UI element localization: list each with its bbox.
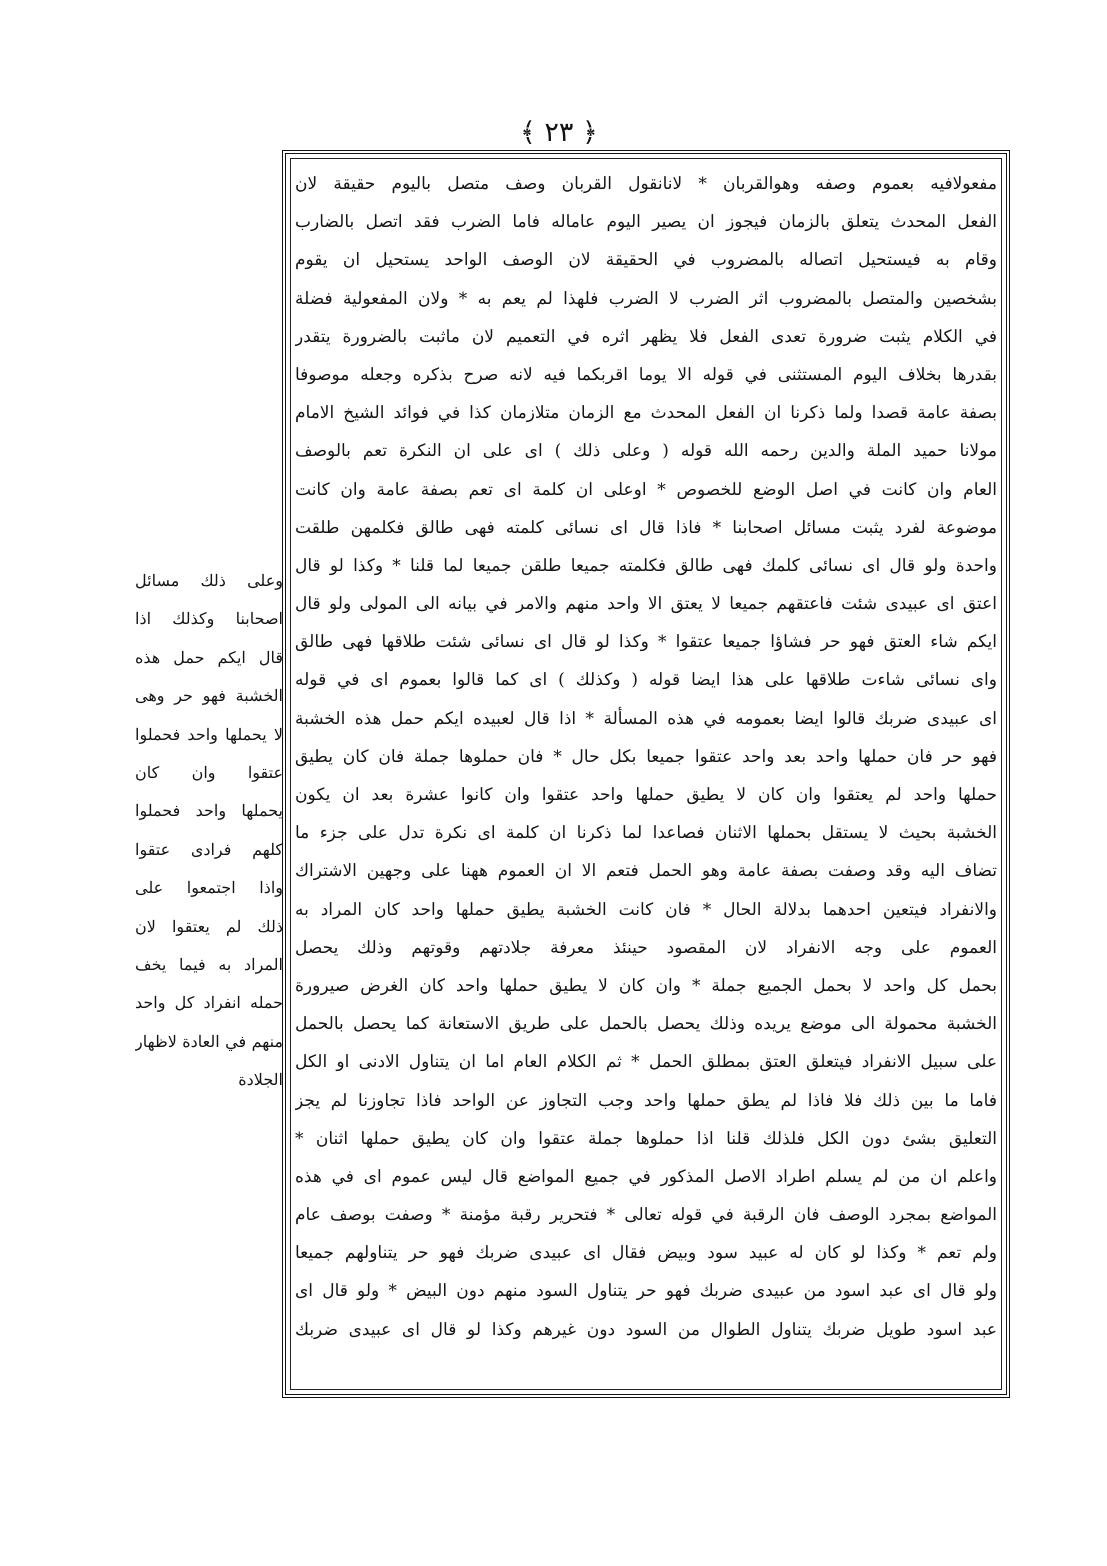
margin-note-line: اصحابنا وكذلك اذا (135, 609, 283, 629)
main-text-line: تضاف اليه وقد وصفت بصفة عامة وهو الحمل فتعم الا ان العموم ههنا على وجهين الاشتراك (295, 861, 997, 882)
main-text-line: موضوعة لفرد يثبت مسائل اصحابنا * فاذا قال اى نسائى كلمته فهى طالق فكلمهن طلقت (295, 517, 997, 538)
main-text-line: عبد اسود طويل ضربك يتناول الطوال من السود دون غيرهم وكذا لو قال اى عبيدى ضربك (295, 1319, 997, 1340)
margin-note-line: الخشبة فهو حر وهى (135, 686, 283, 706)
main-text-line: المواضع بمجرد الوصف فان الرقبة في قوله تعالى * فتحرير رقبة مؤمنة * وصفت بوصف عام (295, 1205, 997, 1226)
main-text-line: بقدرها بخلاف اليوم المستثنى في قوله الا يوما اقربكما فيه لانه صرح بذكره وجعله موصوفا (295, 364, 997, 385)
main-text-line: والانفراد فيتعين احدهما بدلالة الحال * فان كانت الخشبة يطيق حملها واحد كان المراد به (295, 899, 997, 920)
margin-note-line: لا يحملها واحد فحملوا (135, 724, 283, 744)
margin-note-line: عتقوا وان كان (135, 762, 283, 782)
main-text-line: العام وان كانت في اصل الوضع للخصوص * اوعلى ان كلمة اى تعم بصفة عامة وان كانت (295, 479, 997, 500)
main-text-line: الخشبة بحيث لا يستقل بحملها الاثنان فصاعدا لما ذكرنا ان كلمة اى نكرة تدل على جزء ما (295, 823, 997, 844)
main-text-line: بصفة عامة قصدا ولما ذكرنا ان الفعل المحدث مع الزمان متلازمان كذا في فوائد الشيخ الامام (295, 403, 997, 424)
main-text-line: ولو قال اى عبد اسود من عبيدى ضربك فهو حر يتناول السود منهم دون البيض * ولو قال اى (295, 1281, 997, 1302)
margin-note-line: الجلادة (238, 1070, 283, 1090)
margin-note-line: المراد به فيما يخف (135, 954, 283, 974)
main-text-line: واحدة ولو قال اى نسائى كلمك فهى طالق فكلمته جميعا طلقن جميعا لما قلنا * وكذا لو قال (295, 555, 997, 576)
main-text-line: بشخصين والمتصل بالمضروب اثر الضرب لا الضرب فلهذا لم يعم به * ولان المفعولية فضلة (295, 288, 997, 309)
main-text-line: بحمل كل واحد لا بحمل الجميع جملة * وان كان لا يطيق حملها واحد كان الغرض صيرورة (295, 975, 997, 996)
margin-note-line: وعلى ذلك مسائل (135, 571, 283, 590)
main-text-line: فهو حر فان حملها واحد بعد واحد عتقوا جميعا بكل حال * فان حملوها جملة فان كان يطيق (295, 746, 997, 767)
margin-note-line: واذا اجتمعوا على (135, 878, 283, 898)
main-text-line: وقام به فيستحيل اتصاله بالمضروب في الحقيقة لان الوصف الواحد يستحيل ان يقوم (295, 250, 997, 271)
margin-note-line: حمله انفراد كل واحد (135, 993, 283, 1013)
page-number: ﴿ ٢٣ ﴾ (520, 117, 598, 148)
main-text-line: الفعل المحدث يتعلق بالزمان فيجوز ان يصير اليوم عاماله فاما الضرب فقد اتصل بالضارب (295, 212, 997, 233)
main-text-line: العموم على وجه الانفراد لان المقصود حينئذ معرفة جلادتهم وقوتهم وذلك يحصل (295, 937, 997, 958)
margin-note-line: ذلك لم يعتقوا لان (135, 916, 283, 936)
main-text-line: فاما ما بين ذلك فلا فاذا لم يطق حملها واحد وجب التجاوز عن الواحد فاذا تجاوزنا لم يجز (295, 1090, 997, 1111)
margin-note (135, 562, 283, 1099)
margin-note-line: قال ايكم حمل هذه (135, 647, 283, 667)
main-text-line: حملها واحد لم يعتقوا وان كان لا يطيق حملها واحد عتقوا وان كانوا عشرة بعد ان يكون (295, 785, 997, 805)
main-text-line: واعلم ان من لم يسلم اطراد الاصل المذكور في جميع المواضع قال ليس عموم اى في هذه (295, 1166, 997, 1187)
margin-note-line: كلهم فرادى عتقوا (135, 839, 283, 859)
main-text-line: التعليق بشئ دون الكل فلذلك قلنا اذا حملوها جملة عتقوا وان كان يطيق حملها اثنان * (295, 1128, 997, 1149)
main-text-line: في الكلام يثبت ضرورة تعدى الفعل فلا يظهر اثره في التعميم لان ماثبت بالضرورة يتقدر (295, 326, 997, 347)
main-text-line: ايكم شاء العتق فهو حر فشاؤا جميعا عتقوا * وكذا لو قال اى نسائى شئت طلاقها فهى طالق (295, 632, 997, 653)
main-text-line: اى عبيدى ضربك قالوا ايضا بعمومه في هذه المسألة * اذا قال لعبيده ايكم حمل هذه الخشبة (295, 708, 997, 729)
main-text-line: مفعولافيه بعموم وصفه وهوالقربان * لانانقول القربان وصف متصل باليوم حقيقة لان (295, 174, 997, 194)
margin-note-line: يحملها واحد فحملوا (135, 801, 283, 821)
main-text-line: اعتق اى عبيدى شئت فاعتقهم جميعا لا يعتق الا واحد منهم والامر في بيانه الى المولى ولو قال (295, 594, 997, 615)
main-text-line: ولم تعم * وكذا لو كان له عبيد سود وبيض فقال اى عبيدى ضربك فهو حر يتناولهم جميعا (295, 1243, 997, 1264)
main-text-block (295, 165, 997, 1349)
main-text-line: على سبيل الانفراد فيتعلق العتق بمطلق الحمل * ثم الكلام العام اما ان يتناول الادنى او الكل (295, 1052, 997, 1073)
margin-note-line: منهم في العادة لاظهار (135, 1031, 283, 1051)
main-text-line: الخشبة محمولة الى موضع يريده وذلك يحصل بالحمل على طريق الاستعانة كما يحصل بالحمل (295, 1014, 997, 1035)
main-text-line: واى نسائى شاءت طلاقها على هذا ايضا قوله ( وكذلك ) اى كما قالوا بعموم اى في قوله (295, 670, 997, 691)
main-text-line: مولانا حميد الملة والدين رحمه الله قوله ( وعلى ذلك ) اى على ان النكرة تعم بالوصف (295, 441, 997, 462)
